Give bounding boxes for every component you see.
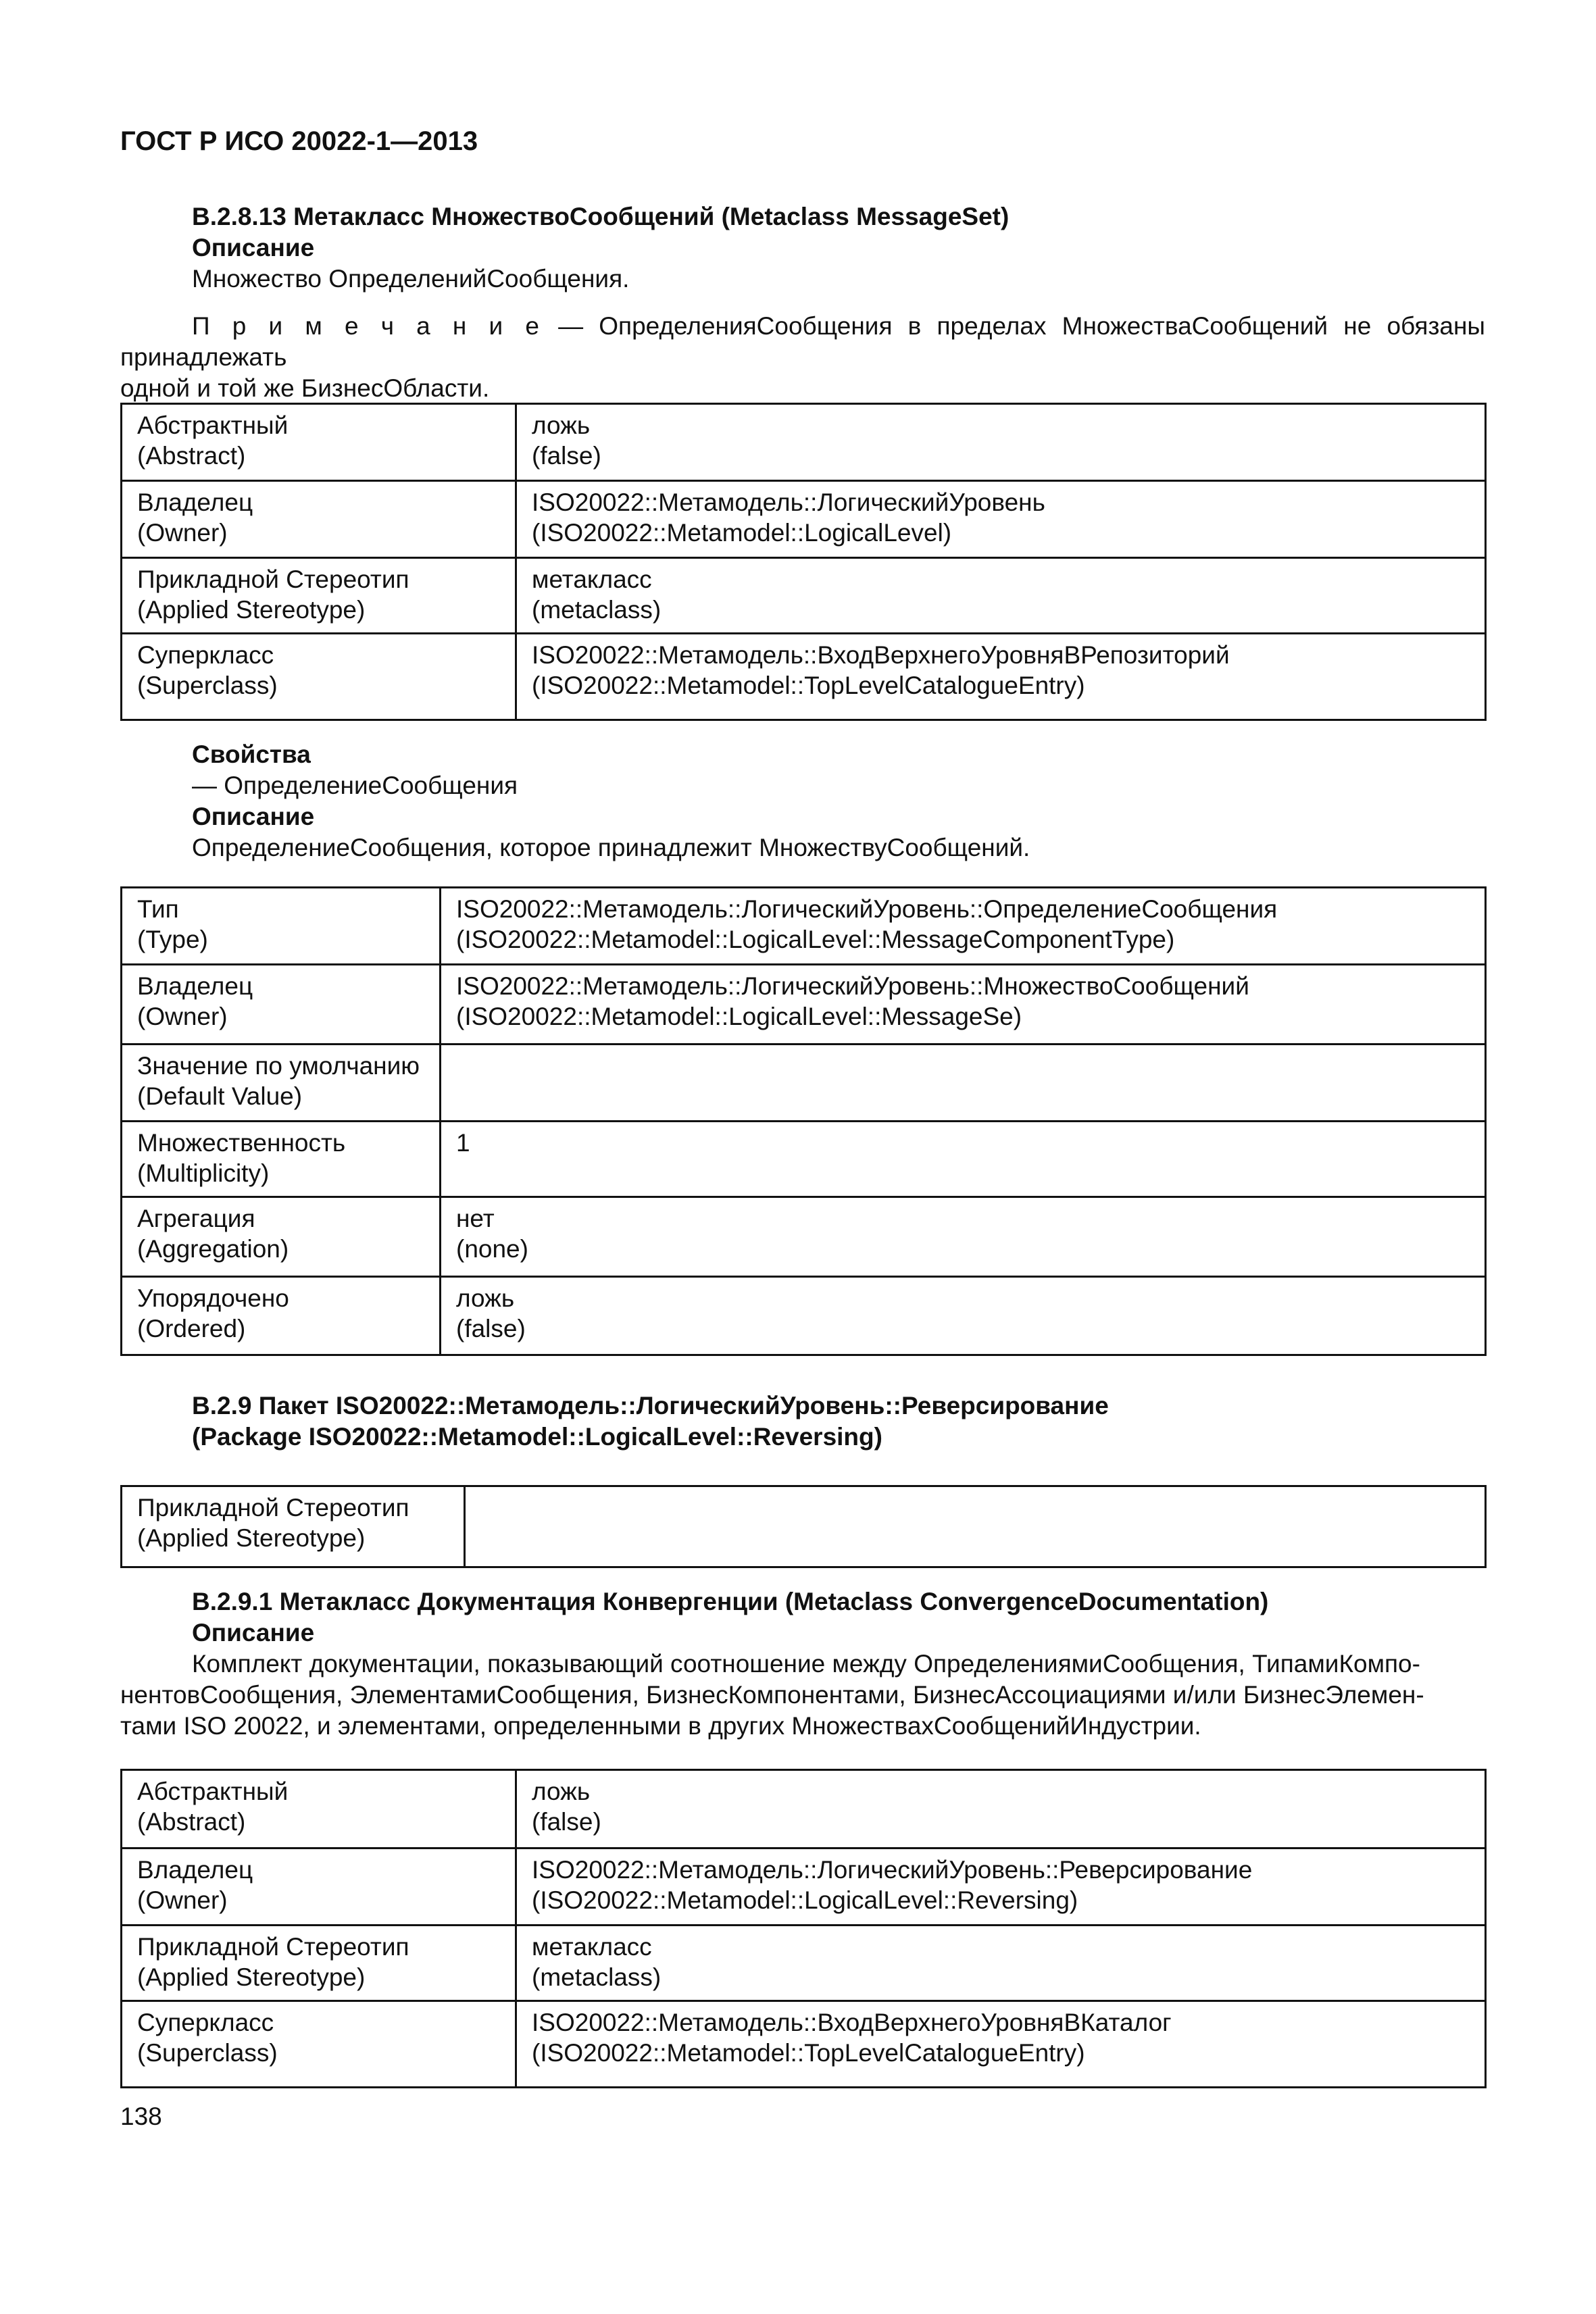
table-cell-value: ложь (false) [516,1770,1486,1848]
table-cell-key: Прикладной Стереотип (Applied Stereotype) [122,1486,465,1567]
table-cell-key: Прикладной Стереотип (Applied Stereotype) [122,1926,516,2001]
table-cell-key: Значение по умолчанию (Default Value) [122,1045,441,1122]
package-table [120,1485,1487,1568]
section-title-convergence: B.2.9.1 Метакласс Документация Конвергенции (Metaclass ConvergenceDocumentation) [192,1588,1269,1615]
table-cell-value: метакласс (metaclass) [516,1926,1486,2001]
table-row [122,634,1486,720]
table-cell-key: Суперкласс (Superclass) [122,634,516,720]
table-cell-value: ISO20022::Метамодель::ВходВерхнегоУровняВКаталог (ISO20022::Metamodel::TopLevelCatalogueEntry) [516,2001,1486,2088]
table-cell-key: Суперкласс (Superclass) [122,2001,516,2088]
table-cell-key: Множественность (Multiplicity) [122,1122,441,1197]
note-text: — ОпределенияСообщения в пределах МножестваСообщений не обязаны принадлежать [120,312,1486,371]
table-row [122,481,1486,558]
table-cell-value: 1 [441,1122,1486,1197]
table-cell-value: ложь (false) [516,404,1486,481]
note [120,311,1485,404]
table-cell-value: ISO20022::Метамодель::ЛогическийУровень::Реверсирование (ISO20022::Metamodel::LogicalLevel::Reversing) [516,1848,1486,1926]
note-line-2: одной и той же БизнесОбласти. [120,374,490,402]
table-row [122,1122,1486,1197]
description-heading: Описание [192,803,315,830]
table-row [122,1045,1486,1122]
note-label: П р и м е ч а н и е [192,312,543,340]
table-row [122,965,1486,1045]
description-line-3: тами ISO 20022, и элементами, определенными в других МножествахСообщенийИндустрии. [120,1712,1201,1740]
table-row [122,1197,1486,1277]
table-cell-key: Владелец (Owner) [122,965,441,1045]
table-row [122,2001,1486,2088]
table-row [122,404,1486,481]
table-row [122,1486,1486,1567]
description-heading: Описание [192,1619,315,1646]
description-text: Множество ОпределенийСообщения. [192,265,630,293]
table-cell-value: ISO20022::Метамодель::ЛогическийУровень::ОпределениеСообщения (ISO20022::Metamodel::LogicalLevel::MessageComponentType) [441,888,1486,965]
table-cell-value: нет (none) [441,1197,1486,1277]
description-heading: Описание [192,234,315,261]
table-cell-key: Упорядочено (Ordered) [122,1277,441,1355]
table-row [122,1848,1486,1926]
table-cell-key: Тип (Type) [122,888,441,965]
note-line-1 [120,311,1485,373]
table-cell-key: Владелец (Owner) [122,1848,516,1926]
table-cell-value: метакласс (metaclass) [516,558,1486,634]
description-line-2: нентовСообщения, ЭлементамиСообщения, БизнесКомпонентами, БизнесАссоциациями и/или БизнесЭлемен- [120,1681,1424,1709]
properties-table-messagedefinition [120,886,1487,1356]
properties-heading: Свойства [192,740,311,768]
table-row [122,888,1486,965]
table-row [122,558,1486,634]
description-paragraph [120,1649,1485,1742]
table-cell-key: Владелец (Owner) [122,481,516,558]
table-row [122,1277,1486,1355]
section-title-messageset: B.2.8.13 Метакласс МножествоСообщений (Metaclass MessageSet) [192,203,1009,230]
table-cell-key: Агрегация (Aggregation) [122,1197,441,1277]
document-header: ГОСТ Р ИСО 20022-1—2013 [120,126,478,156]
description-text: ОпределениеСообщения, которое принадлежит МножествуСообщений. [192,834,1030,861]
section-title-reversing [192,1390,1109,1453]
table-cell-key: Абстрактный (Abstract) [122,1770,516,1848]
properties-table-convergence [120,1769,1487,2088]
description-line-1: Комплект документации, показывающий соотношение между ОпределениямиСообщения, ТипамиКомпо- [192,1650,1420,1678]
page-number: 138 [120,2103,162,2130]
table-cell-value: ISO20022::Метамодель::ЛогическийУровень (ISO20022::Metamodel::LogicalLevel) [516,481,1486,558]
table-row [122,1770,1486,1848]
table-row [122,1926,1486,2001]
properties-table-messageset [120,403,1487,721]
table-cell-value: ISO20022::Метамодель::ВходВерхнегоУровняВРепозиторий (ISO20022::Metamodel::TopLevelCatalogueEntry) [516,634,1486,720]
table-cell-value [465,1486,1486,1567]
section-title-line-2: (Package ISO20022::Metamodel::LogicalLevel::Reversing) [192,1423,882,1451]
section-title-line-1: B.2.9 Пакет ISO20022::Метамодель::ЛогическийУровень::Реверсирование [192,1392,1109,1419]
table-cell-value: ISO20022::Метамодель::ЛогическийУровень::МножествоСообщений (ISO20022::Metamodel::LogicalLevel::MessageSe) [441,965,1486,1045]
property-item: — ОпределениеСообщения [192,772,518,799]
table-cell-value [441,1045,1486,1122]
table-cell-key: Прикладной Стереотип (Applied Stereotype) [122,558,516,634]
table-cell-key: Абстрактный (Abstract) [122,404,516,481]
table-cell-value: ложь (false) [441,1277,1486,1355]
